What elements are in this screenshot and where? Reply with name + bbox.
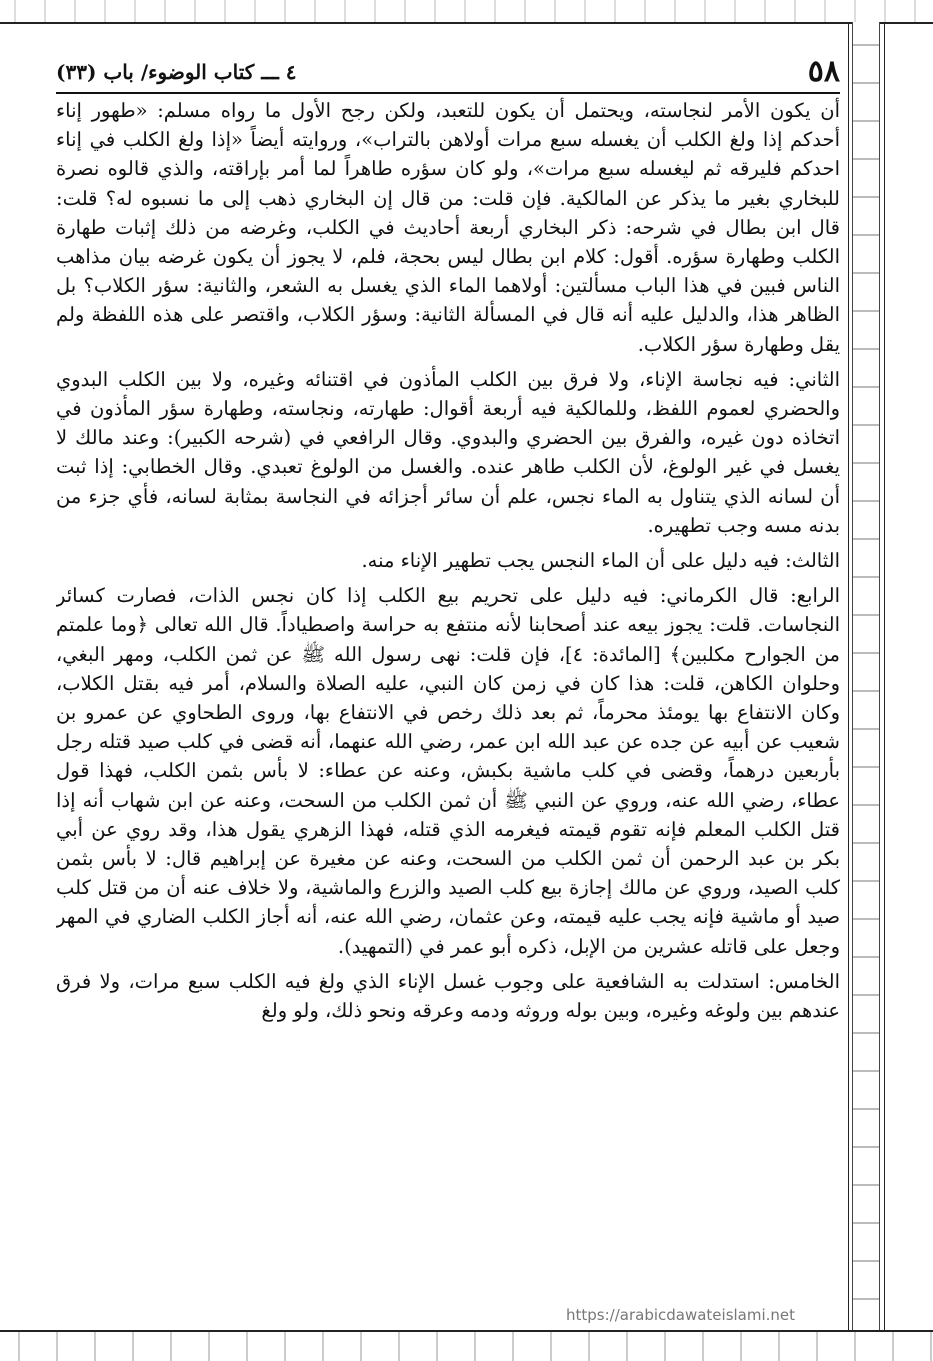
paragraph: الخامس: استدلت به الشافعية على وجوب غسل الإناء الذي ولغ فيه الكلب سبع مرات، ولا فرق عندهم بين ولوغه وغيره، وبين بوله وروثه ودمه وعرقه ونحو ذلك، ولو ولغ — [56, 969, 840, 1023]
paragraph: أن يكون الأمر لنجاسته، ويحتمل أن يكون للتعبد، ولكن رجح الأول ما رواه مسلم: «طهور إناء أحدكم إذا ولغ الكلب أن يغسله سبع مرات أولاهن بالتراب»، وروايته أيضاً «إذا ولغ الكلب في إناء احدكم فليرقه ثم ليغسله سبع مرات»، ولو كان سؤره طاهراً لما أمر بإراقته، والذي قالوه نصرة للبخاري بغير ما يذكر عن المالكية. فإن قلت: من قال إن البخاري ذهب إلى ما نسبوه له؟ قلت: قال ابن بطال في شرحه: ذكر البخاري أربعة أحاديث في الكلب، وغرضه من ذلك إثبات طهارة الكلب وطهارة سؤره. أقول: كلام ابن بطال ليس بحجة، فلم، لا يجوز أن يكون غرضه بيان مذاهب الناس فبين في هذا الباب مسألتين: أولاهما الماء الذي يغسل به الشعر، والثانية: سؤر الكلاب؟ بل الظاهر هذا، والدليل عليه أنه قال في المسألة الثانية: وسؤر الكلاب، واقتصر على هذه اللفظة ولم يقل وطهارة سؤر الكلاب. — [56, 99, 840, 356]
page-body — [56, 96, 840, 1324]
page-number: ٥٨ — [807, 54, 840, 89]
page-border-top — [0, 0, 933, 24]
page-border-bottom — [0, 1330, 933, 1361]
paragraph: الثالث: فيه دليل على أن الماء النجس يجب تطهير الإناء منه. — [361, 549, 840, 573]
page-border-ornament — [848, 22, 933, 1330]
watermark-url: https://arabicdawateislami.net — [566, 1306, 796, 1324]
running-head: ٤ ـــ كتاب الوضوء/ باب (٣٣) — [56, 60, 297, 84]
paragraph: الرابع: قال الكرماني: فيه دليل على تحريم بيع الكلب إذا كان نجس الذات، فصارت كسائر النجاسات. قلت: يجوز بيعه عند أصحابنا لأنه منتفع به حراسة واصطياداً. قال الله تعالى ﴿وما علمتم من الجوارح مكلبين﴾ [المائدة: ٤]، فإن قلت: نهى رسول الله ﷺ عن ثمن الكلب، ومهر البغي، وحلوان الكاهن، قلت: هذا كان في زمن كان النبي، عليه الصلاة والسلام، أمر فيه بقتل الكلاب، وكان الانتفاع بها يومئذ محرماً، ثم بعد ذلك رخص في الانتفاع بها، وروى الطحاوي عن عمرو بن شعيب عن أبيه عن جده عن عبد الله ابن عمر، رضي الله عنهما، أنه قضى في كلب صيد قتله رجل بأربعين درهماً، وقضى في كلب ماشية بكبش، وعنه عن عطاء: لا بأس بثمن الكلب، فهذا قول عطاء، رضي الله عنه، وروي عن النبي ﷺ أن ثمن الكلب من السحت، وعنه عن ابن شهاب أنه إذا قتل الكلب المعلم فإنه تقوم قيمته فيغرمه الذي قتله، فهذا الزهري يقول هذا، وقد روي عن أبي بكر بن عبد الرحمن أن ثمن الكلب من السحت، وعنه عن مغيرة عن إبراهيم قال: لا بأس بثمن كلب الصيد، وروي عن مالك إجازة بيع كلب الصيد والزرع والماشية، ولا خلاف عنه أن من قتل كلب صيد أو ماشية فإنه يجب عليه قيمته، وعن عثمان، رضي الله عنه، أنه أجاز الكلب الضاري في المهر وجعل على قاتله عشرين من الإبل، ذكره أبو عمر في (التمهيد). — [56, 584, 840, 958]
paragraph: الثاني: فيه نجاسة الإناء، ولا فرق بين الكلب المأذون في اقتنائه وغيره، ولا بين الكلب البدوي والحضري لعموم اللفظ، وللمالكية فيه أربعة أقوال: طهارته، ونجاسته، وطهارة سؤر المأذون في اتخاذه دون غيره، والفرق بين الحضري والبدوي. وقال الرافعي في (شرحه الكبير): وعند مالك لا يغسل في غير الولوغ، لأن الكلب طاهر عنده. والغسل من الولوغ تعبدي. وقال الخطابي: إذا ثبت أن لسانه الذي يتناول به الماء نجس، علم أن سائر أجزائه في النجاسة بمثابة لسانه، فأي جزء من بدنه مسه وجب تطهيره. — [56, 367, 840, 537]
page-header — [56, 52, 840, 94]
